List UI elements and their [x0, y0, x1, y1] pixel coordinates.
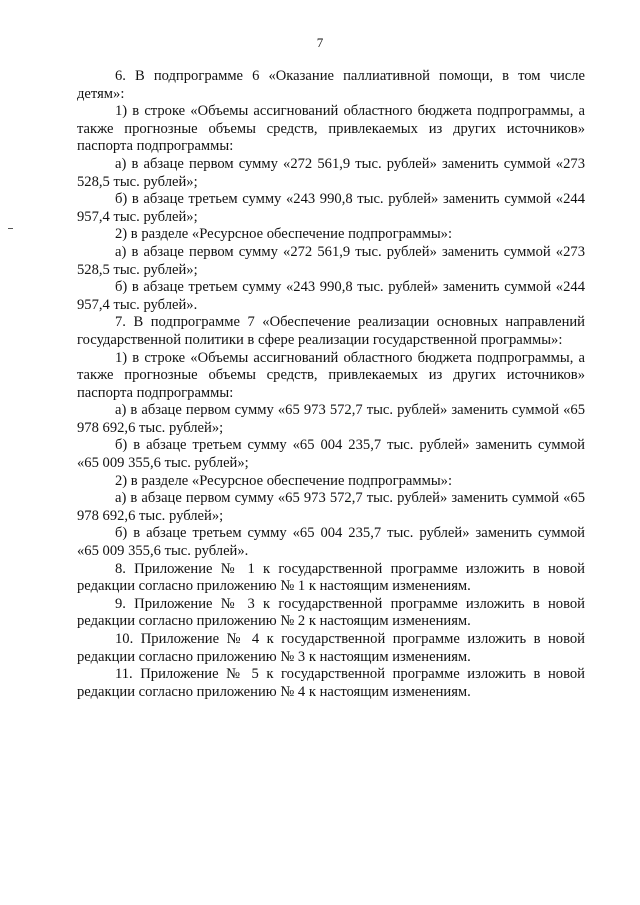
paragraph-6-2-b: б) в абзаце третьем сумму «243 990,8 тыс. рублей» заменить суммой «244 957,4 тыс. рублей».: [77, 279, 585, 313]
document-body: [77, 68, 585, 701]
paragraph-7-2: 2) в разделе «Ресурсное обеспечение подпрограммы»:: [115, 472, 452, 489]
paragraph-8: 8. Приложение № 1 к государственной программе изложить в новой редакции согласно приложению № 1 к настоящим изменениям.: [77, 560, 585, 595]
scan-mark: [8, 228, 13, 229]
paragraph-7-1-a: а) в абзаце первом сумму «65 973 572,7 тыс. рублей» заменить суммой «65 978 692,6 тыс. рублей»;: [77, 402, 585, 436]
paragraph-7-2-b: б) в абзаце третьем сумму «65 004 235,7 тыс. рублей» заменить суммой «65 009 355,6 тыс. рублей».: [77, 525, 585, 560]
paragraph-11: 11. Приложение № 5 к государственной программе изложить в новой редакции согласно приложению № 4 к настоящим изменениям.: [77, 666, 585, 700]
paragraph-6-2-a: а) в абзаце первом сумму «272 561,9 тыс. рублей» заменить суммой «273 528,5 тыс. рублей»;: [77, 243, 585, 278]
paragraph-7-1: 1) в строке «Объемы ассигнований областного бюджета подпрограммы, а также прогнозные объемы средств, привлекаемых из других источников» паспорта подпрограммы:: [77, 349, 585, 401]
paragraph-6-1-a: а) в абзаце первом сумму «272 561,9 тыс. рублей» заменить суммой «273 528,5 тыс. рублей»;: [77, 155, 585, 190]
paragraph-9: 9. Приложение № 3 к государственной программе изложить в новой редакции согласно приложению № 2 к настоящим изменениям.: [77, 595, 585, 630]
paragraph-6-2: 2) в разделе «Ресурсное обеспечение подпрограммы»:: [115, 226, 452, 243]
page-number: 7: [316, 35, 324, 50]
paragraph-7-2-a: а) в абзаце первом сумму «65 973 572,7 тыс. рублей» заменить суммой «65 978 692,6 тыс. рублей»;: [77, 490, 585, 524]
paragraph-6: 6. В подпрограмме 6 «Оказание паллиативной помощи, в том числе детям»:: [77, 68, 585, 102]
paragraph-7-1-b: б) в абзаце третьем сумму «65 004 235,7 тыс. рублей» заменить суммой «65 009 355,6 тыс. рублей»;: [77, 437, 585, 472]
paragraph-6-1: 1) в строке «Объемы ассигнований областного бюджета подпрограммы, а также прогнозные объемы средств, привлекаемых из других источников» паспорта подпрограммы:: [77, 103, 585, 155]
paragraph-7: 7. В подпрограмме 7 «Обеспечение реализации основных направлений государственной политики в сфере реализации государственной программы»:: [77, 314, 585, 348]
paragraph-6-1-b: б) в абзаце третьем сумму «243 990,8 тыс. рублей» заменить суммой «244 957,4 тыс. рублей»;: [77, 191, 585, 225]
paragraph-10: 10. Приложение № 4 к государственной программе изложить в новой редакции согласно приложению № 3 к настоящим изменениям.: [77, 631, 585, 665]
